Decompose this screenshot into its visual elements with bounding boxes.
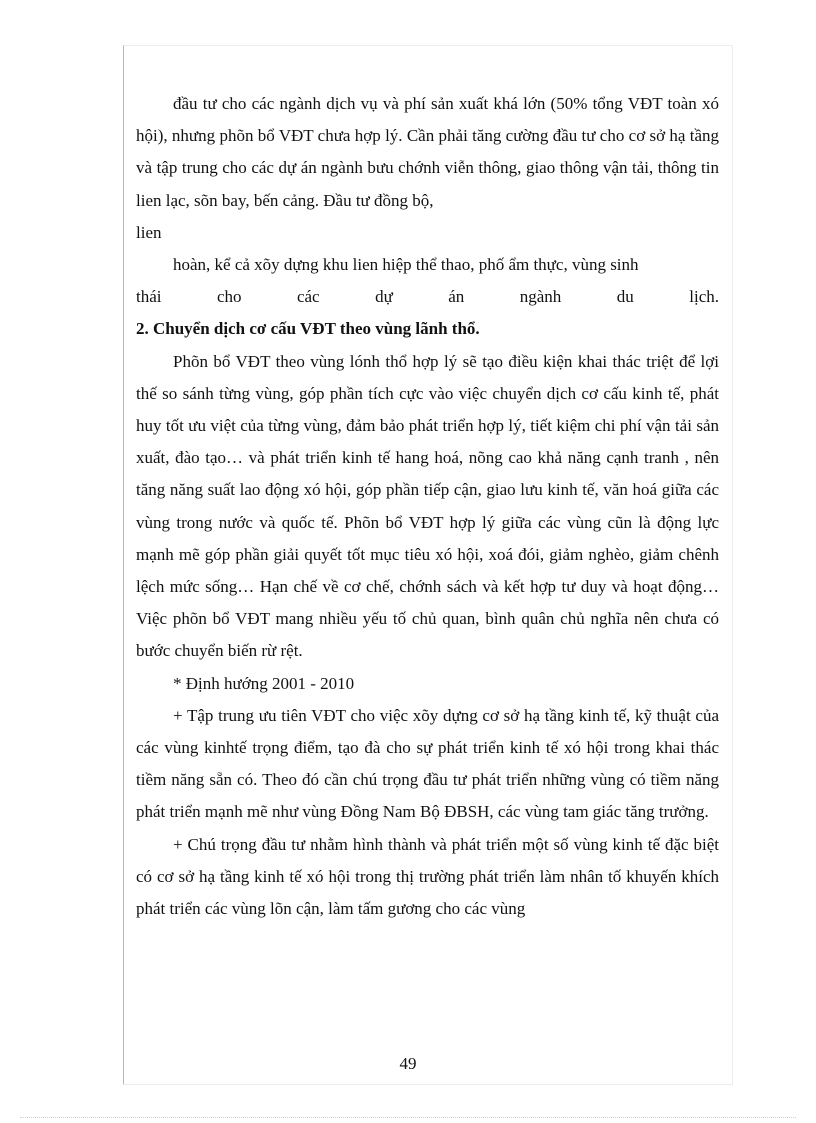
- paragraph-regional-allocation: Phõn bổ VĐT theo vùng lónh thổ hợp lý sẽ tạo điều kiện khai thác triệt để lợi thế so sánh từng vùng, góp phần tích cực vào việc chuyển dịch cơ cấu kinh tế, phát huy tốt ưu việt của từng vùng, đảm bảo phát triển hợp lý, tiết kiệm chi phí vận tải sản xuất, đào tạo… và phát triển kinh tế hang hoá, nõng cao khả năng cạnh tranh , nên tăng năng suất lao động xó hội, góp phần tiếp cận, giao lưu kinh tế, văn hoá giữa các vùng trong nước và quốc tế. Phõn bổ VĐT hợp lý giữa các vùng cũn là động lực mạnh mẽ góp phần giải quyết tốt mục tiêu xó hội, xoá đói, giảm nghèo, giảm chênh lệch mức sống… Hạn chế về cơ chế, chớnh sách và kết hợp tư duy và hoạt động… Việc phõn bổ VĐT mang nhiều yếu tố chủ quan, bình quân chủ nghĩa nên chưa có bước chuyển biến rừ rệt.: [136, 351, 719, 661]
- paragraph-tourism-line: hoàn, kể cả xõy dựng khu lien hiệp thể thao, phố ẩm thực, vùng sinh: [173, 255, 639, 275]
- paragraph-fragment: lien: [136, 222, 162, 242]
- document-body: [136, 88, 719, 925]
- orientation-heading: * Định hướng 2001 - 2010: [173, 673, 355, 693]
- section-heading: 2. Chuyển dịch cơ cấu VĐT theo vùng lãnh thổ.: [136, 319, 480, 339]
- paragraph-special-economic-zones: + Chú trọng đầu tư nhằm hình thành và phát triển một số vùng kinh tế đặc biệt có cơ sở hạ tầng kinh tế xó hội trong thị trường phát triển làm nhân tố khuyến khích phát triển các vùng lõn cận, làm tấm gương cho các vùng: [136, 834, 719, 919]
- page-bottom-divider: [20, 1117, 796, 1118]
- page-number: 49: [399, 1054, 417, 1073]
- paragraph-investment-services: đầu tư cho các ngành dịch vụ và phí sản xuất khá lớn (50% tổng VĐT toàn xó hội), nhưng phõn bổ VĐT chưa hợp lý. Cần phải tăng cường đầu tư cho cơ sở hạ tầng và tập trung cho các dự án ngành bưu chớnh viễn thông, giao thông vận tải, thông tin lien lạc, sõn bay, bến cảng. Đầu tư đồng bộ,: [136, 94, 719, 210]
- paragraph-priority-infrastructure: + Tập trung ưu tiên VĐT cho việc xõy dựng cơ sở hạ tầng kinh tế, kỹ thuật của các vùng kinhtế trọng điểm, tạo đà cho sự phát triển kinh tế xó hội trong khai thác tiềm năng sẵn có. Theo đó cần chú trọng đầu tư phát triển những vùng có tiềm năng phát triển mạnh mẽ như vùng Đồng Nam Bộ ĐBSH, các vùng tam giác tăng trưởng.: [136, 705, 719, 822]
- paragraph-tourism-justified-line: thái cho các dự án ngành du lịch.: [136, 287, 719, 307]
